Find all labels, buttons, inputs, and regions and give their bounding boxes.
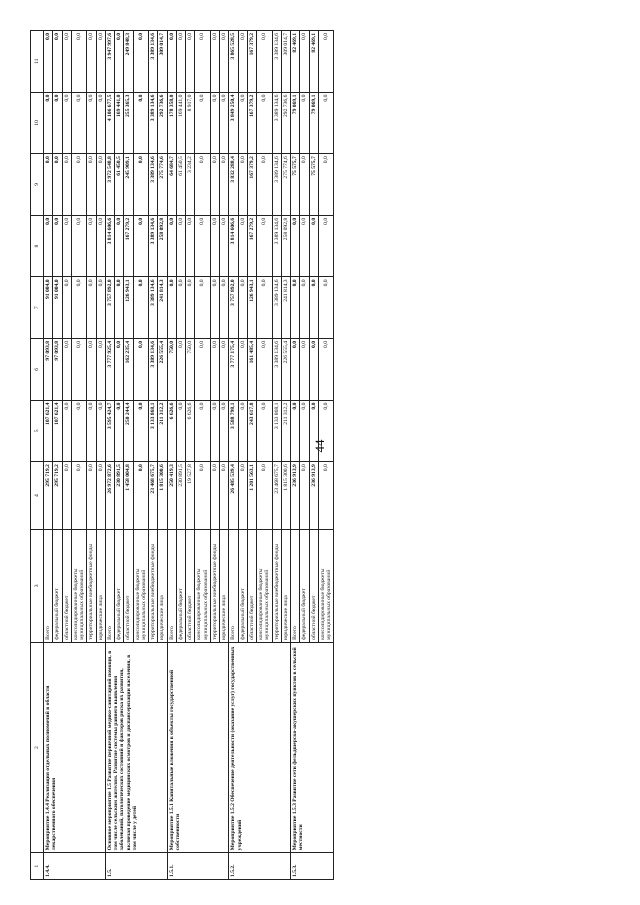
funding-source: территориальные внебюджетные фонды (210, 529, 219, 642)
amount-cell: 309 014,7 (281, 31, 290, 93)
amount-cell: 167 379,2 (247, 92, 256, 154)
amount-cell: 241 814,3 (281, 277, 290, 339)
amount-cell: 292 736,6 (281, 92, 290, 154)
amount-cell: 0,0 (53, 31, 62, 93)
amount-cell: 0,0 (176, 400, 185, 462)
amount-cell: 0,0 (62, 400, 71, 462)
column-header: 4 (31, 462, 44, 530)
amount-cell: 0,0 (44, 215, 53, 277)
row-code: 1.5.3. (291, 853, 334, 880)
column-header: 9 (31, 154, 44, 216)
amount-cell: 295 719,2 (44, 462, 53, 530)
amount-cell: 0,0 (300, 277, 309, 339)
amount-cell: 0,0 (186, 277, 195, 339)
amount-cell: 275 774,6 (158, 154, 167, 216)
table-body (44, 31, 334, 880)
amount-cell: 0,0 (87, 339, 96, 401)
amount-cell: 0,0 (318, 277, 334, 339)
amount-cell: 1 815 300,6 (158, 462, 167, 530)
activity-name: Мероприятие 1.4.4 Реализация отдельных полномочий в области лекарственного обеспечения (44, 642, 106, 852)
amount-cell: 0,0 (176, 215, 185, 277)
amount-cell: 0,0 (71, 400, 87, 462)
amount-cell: 0,0 (87, 215, 96, 277)
amount-cell: 3 389 134,6 (272, 215, 281, 277)
amount-cell: 0,0 (210, 92, 219, 154)
amount-cell: 0,0 (210, 277, 219, 339)
column-header: 3 (31, 529, 44, 642)
amount-cell: 0,0 (300, 462, 309, 530)
amount-cell: 0,0 (53, 215, 62, 277)
amount-cell: 91 004,0 (53, 277, 62, 339)
amount-cell: 0,0 (62, 92, 71, 154)
amount-cell: 0,0 (210, 215, 219, 277)
amount-cell: 0,0 (167, 277, 176, 339)
funding-source: консолидированные бюджеты муниципальных образований (257, 529, 273, 642)
amount-cell: 0,0 (291, 215, 300, 277)
amount-cell: 0,0 (133, 154, 149, 216)
amount-cell: 0,0 (300, 339, 309, 401)
amount-cell: 0,0 (318, 31, 334, 93)
amount-cell: 91 004,0 (44, 277, 53, 339)
amount-cell: 3 389 134,6 (149, 92, 158, 154)
amount-cell: 0,0 (195, 462, 211, 530)
amount-cell: 0,0 (300, 31, 309, 93)
column-header: 1 (31, 853, 44, 880)
amount-cell: 0,0 (115, 215, 124, 277)
amount-cell: 0,0 (210, 154, 219, 216)
amount-cell: 0,0 (176, 31, 185, 93)
row-code: 1.5.2. (229, 853, 291, 880)
amount-cell: 0,0 (257, 31, 273, 93)
amount-cell: 126 943,1 (124, 277, 133, 339)
amount-cell: 1 458 004,8 (124, 462, 133, 530)
amount-cell: 0,0 (220, 31, 229, 93)
amount-cell: 0,0 (220, 339, 229, 401)
amount-cell: 0,0 (96, 215, 105, 277)
funding-source: областной бюджет (186, 529, 195, 642)
amount-cell: 0,0 (133, 462, 149, 530)
amount-cell: 0,0 (220, 400, 229, 462)
amount-cell: 0,0 (167, 215, 176, 277)
amount-cell: 3 865 528,5 (229, 31, 238, 93)
amount-cell: 0,0 (257, 215, 273, 277)
amount-cell: 97 093,8 (53, 339, 62, 401)
amount-cell: 0,0 (300, 400, 309, 462)
amount-cell: 258 092,8 (281, 215, 290, 277)
funding-source: областной бюджет (124, 529, 133, 642)
amount-cell: 250 244,4 (124, 400, 133, 462)
amount-cell: 0,0 (210, 31, 219, 93)
amount-cell: 0,0 (133, 339, 149, 401)
amount-cell: 0,0 (71, 277, 87, 339)
amount-cell: 0,0 (87, 400, 96, 462)
amount-cell: 0,0 (318, 215, 334, 277)
amount-cell: 0,0 (62, 462, 71, 530)
amount-cell: 3 849 250,4 (229, 92, 238, 154)
amount-cell: 0,0 (96, 154, 105, 216)
amount-cell: 3 389 134,6 (272, 31, 281, 93)
funding-source: консолидированные бюджеты муниципальных образований (133, 529, 149, 642)
column-header: 2 (31, 642, 44, 852)
amount-cell: 107 621,4 (44, 400, 53, 462)
amount-cell: 0,0 (210, 400, 219, 462)
funding-source: консолидированные бюджеты муниципальных образований (195, 529, 211, 642)
funding-source: Всего (291, 529, 300, 642)
amount-cell: 79 069,1 (291, 92, 300, 154)
amount-cell: 167 379,2 (247, 154, 256, 216)
amount-cell: 0,0 (220, 277, 229, 339)
amount-cell: 61 450,5 (176, 154, 185, 216)
amount-cell: 241 814,3 (158, 277, 167, 339)
amount-cell: 0,0 (44, 154, 53, 216)
funding-source: федеральный бюджет (238, 529, 247, 642)
amount-cell: 226 555,4 (281, 339, 290, 401)
amount-cell: 258 092,8 (158, 215, 167, 277)
amount-cell: 230 891,5 (176, 462, 185, 530)
amount-cell: 0,0 (257, 92, 273, 154)
amount-cell: 64 684,7 (167, 154, 176, 216)
amount-cell: 0,0 (115, 400, 124, 462)
funding-source: Всего (167, 529, 176, 642)
amount-cell: 309 014,7 (158, 31, 167, 93)
amount-cell: 0,0 (176, 339, 185, 401)
amount-cell: 0,0 (309, 215, 318, 277)
funding-source: территориальные внебюджетные фонды (149, 529, 158, 642)
amount-cell: 0,0 (309, 277, 318, 339)
amount-cell: 79 069,1 (309, 92, 318, 154)
amount-cell: 75 575,7 (309, 154, 318, 216)
amount-cell: 0,0 (44, 92, 53, 154)
amount-cell: 26 485 539,4 (229, 462, 238, 530)
amount-cell: 0,0 (87, 154, 96, 216)
amount-cell: 3 814 606,6 (229, 215, 238, 277)
amount-cell: 236 913,9 (309, 462, 318, 530)
amount-cell: 3 947 997,6 (105, 31, 114, 93)
amount-cell: 0,0 (238, 215, 247, 277)
amount-cell: 0,0 (96, 31, 105, 93)
column-header: 5 (31, 400, 44, 462)
amount-cell: 0,0 (96, 92, 105, 154)
amount-cell: 0,0 (291, 277, 300, 339)
funding-source: Всего (44, 529, 53, 642)
funding-source: юридические лица (281, 529, 290, 642)
amount-cell: 0,0 (238, 154, 247, 216)
amount-cell: 0,0 (115, 277, 124, 339)
amount-cell: 226 555,4 (158, 339, 167, 401)
amount-cell: 3 972 548,8 (105, 154, 114, 216)
amount-cell: 0,0 (62, 339, 71, 401)
column-header: 8 (31, 215, 44, 277)
amount-cell: 6 626,6 (167, 400, 176, 462)
amount-cell: 3 389 134,6 (149, 277, 158, 339)
amount-cell: 3 389 134,6 (149, 339, 158, 401)
amount-cell: 3 757 892,0 (229, 277, 238, 339)
table-row (167, 31, 176, 880)
amount-cell: 0,0 (71, 92, 87, 154)
amount-cell: 0,0 (210, 462, 219, 530)
funding-source: федеральный бюджет (53, 529, 62, 642)
amount-cell: 275 774,6 (281, 154, 290, 216)
amount-cell: 0,0 (238, 277, 247, 339)
amount-cell: 0,0 (309, 339, 318, 401)
amount-cell: 3 757 892,0 (105, 277, 114, 339)
amount-cell: 3 832 288,4 (229, 154, 238, 216)
amount-cell: 0,0 (300, 92, 309, 154)
amount-cell: 0,0 (133, 400, 149, 462)
amount-cell: 0,0 (195, 31, 211, 93)
amount-cell: 107 621,4 (53, 400, 62, 462)
page-number: 44 (312, 439, 327, 453)
amount-cell: 3 133 868,1 (149, 400, 158, 462)
amount-cell: 0,0 (62, 215, 71, 277)
amount-cell: 0,0 (291, 400, 300, 462)
amount-cell: 0,0 (133, 92, 149, 154)
amount-cell: 23 468 675,7 (149, 462, 158, 530)
funding-source: юридические лица (220, 529, 229, 642)
amount-cell: 162 235,4 (124, 339, 133, 401)
amount-cell: 3 777 925,4 (105, 339, 114, 401)
amount-cell: 0,0 (220, 215, 229, 277)
amount-cell: 23 468 675,7 (272, 462, 281, 530)
amount-cell: 3 389 134,6 (272, 277, 281, 339)
amount-cell: 3 389 134,6 (149, 154, 158, 216)
amount-cell: 3 389 134,6 (272, 92, 281, 154)
amount-cell: 0,0 (53, 92, 62, 154)
funding-source: федеральный бюджет (300, 529, 309, 642)
amount-cell: 0,0 (71, 31, 87, 93)
amount-cell: 167 379,2 (247, 31, 256, 93)
amount-cell: 0,0 (195, 277, 211, 339)
amount-cell: 0,0 (257, 339, 273, 401)
amount-cell: 0,0 (115, 31, 124, 93)
amount-cell: 126 943,1 (247, 277, 256, 339)
rotated-table-container (30, 30, 625, 880)
amount-cell: 178 358,0 (167, 92, 176, 154)
funding-source: федеральный бюджет (115, 529, 124, 642)
amount-cell: 0,0 (318, 339, 334, 401)
amount-cell: 211 312,2 (158, 400, 167, 462)
amount-cell: 0,0 (257, 154, 273, 216)
amount-cell: 82 469,1 (291, 31, 300, 93)
amount-cell: 3 389 134,6 (149, 31, 158, 93)
amount-cell: 0,0 (195, 92, 211, 154)
table-row (291, 31, 300, 880)
amount-cell: 0,0 (309, 400, 318, 462)
amount-cell: 75 575,7 (291, 154, 300, 216)
amount-cell: 0,0 (238, 92, 247, 154)
amount-cell: 243 617,8 (247, 400, 256, 462)
amount-cell: 0,0 (195, 154, 211, 216)
amount-cell: 3 234,2 (186, 154, 195, 216)
amount-cell: 0,0 (186, 215, 195, 277)
amount-cell: 0,0 (238, 400, 247, 462)
funding-source: областной бюджет (309, 529, 318, 642)
amount-cell: 249 848,3 (124, 31, 133, 93)
amount-cell: 0,0 (318, 400, 334, 462)
amount-cell: 0,0 (87, 277, 96, 339)
amount-cell: 169 441,0 (176, 92, 185, 154)
amount-cell: 0,0 (220, 154, 229, 216)
amount-cell: 0,0 (257, 277, 273, 339)
amount-cell: 8 917,0 (186, 92, 195, 154)
amount-cell: 236 913,9 (291, 462, 300, 530)
amount-cell: 250 419,3 (167, 462, 176, 530)
amount-cell: 245 909,1 (124, 154, 133, 216)
amount-cell: 0,0 (195, 400, 211, 462)
funding-source: территориальные внебюджетные фонды (272, 529, 281, 642)
amount-cell: 0,0 (96, 400, 105, 462)
amount-cell: 3 595 424,7 (105, 400, 114, 462)
amount-cell: 0,0 (62, 31, 71, 93)
amount-cell: 0,0 (318, 154, 334, 216)
amount-cell: 0,0 (71, 154, 87, 216)
funding-source: Всего (105, 529, 114, 642)
amount-cell: 0,0 (257, 462, 273, 530)
amount-cell: 0,0 (71, 462, 87, 530)
amount-cell: 0,0 (133, 31, 149, 93)
amount-cell: 0,0 (210, 339, 219, 401)
amount-cell: 0,0 (133, 277, 149, 339)
activity-name: Мероприятие 1.5.3 Развитие сети фельдшерско-акушерских пунктов в сельской местности (291, 642, 334, 852)
amount-cell: 0,0 (87, 31, 96, 93)
amount-cell: 0,0 (195, 339, 211, 401)
amount-cell: 0,0 (133, 215, 149, 277)
table-row (229, 31, 238, 880)
amount-cell: 292 736,6 (158, 92, 167, 154)
amount-cell: 97 093,8 (44, 339, 53, 401)
amount-cell: 750,0 (186, 339, 195, 401)
amount-cell: 0,0 (62, 154, 71, 216)
funding-source: консолидированные бюджеты муниципальных образований (318, 529, 334, 642)
table-row (105, 31, 114, 880)
amount-cell: 26 972 872,6 (105, 462, 114, 530)
amount-cell: 0,0 (186, 31, 195, 93)
amount-cell: 3 389 134,6 (149, 215, 158, 277)
funding-source: Всего (229, 529, 238, 642)
amount-cell: 0,0 (220, 462, 229, 530)
amount-cell: 0,0 (238, 31, 247, 93)
amount-cell: 3 389 134,6 (272, 154, 281, 216)
amount-cell: 3 814 606,6 (105, 215, 114, 277)
header-row (31, 31, 44, 880)
amount-cell: 0,0 (257, 400, 273, 462)
amount-cell: 61 450,5 (115, 154, 124, 216)
amount-cell: 0,0 (96, 277, 105, 339)
amount-cell: 0,0 (238, 462, 247, 530)
amount-cell: 0,0 (62, 277, 71, 339)
funding-source: областной бюджет (247, 529, 256, 642)
amount-cell: 0,0 (167, 31, 176, 93)
amount-cell: 0,0 (53, 154, 62, 216)
funding-source: федеральный бюджет (176, 529, 185, 642)
funding-source: юридические лица (96, 529, 105, 642)
amount-cell: 0,0 (195, 215, 211, 277)
amount-cell: 0,0 (87, 92, 96, 154)
amount-cell: 295 719,2 (53, 462, 62, 530)
amount-cell: 3 777 175,4 (229, 339, 238, 401)
amount-cell: 230 891,5 (115, 462, 124, 530)
funding-source: юридические лица (158, 529, 167, 642)
amount-cell: 255 365,3 (124, 92, 133, 154)
funding-table (30, 30, 334, 880)
column-header: 11 (31, 31, 44, 93)
amount-cell: 3 389 134,6 (272, 339, 281, 401)
amount-cell: 3 133 868,1 (272, 400, 281, 462)
row-code: 1.4.4. (44, 853, 106, 880)
column-header: 6 (31, 339, 44, 401)
amount-cell: 0,0 (220, 92, 229, 154)
amount-cell: 0,0 (115, 339, 124, 401)
amount-cell: 0,0 (87, 462, 96, 530)
amount-cell: 0,0 (71, 339, 87, 401)
funding-source: областной бюджет (62, 529, 71, 642)
activity-name: Мероприятие 1.5.2 Обеспечение деятельности (оказание услуг) государственных учреждений (229, 642, 291, 852)
funding-source: территориальные внебюджетные фонды (87, 529, 96, 642)
amount-cell: 0,0 (318, 92, 334, 154)
activity-name: Мероприятие 1.5.1 Капитальные вложения в объекты государственной собственности (167, 642, 229, 852)
row-code: 1.5. (105, 853, 167, 880)
amount-cell: 0,0 (300, 154, 309, 216)
amount-cell: 211 312,2 (281, 400, 290, 462)
amount-cell: 0,0 (44, 31, 53, 93)
amount-cell: 161 485,4 (247, 339, 256, 401)
amount-cell: 169 441,0 (115, 92, 124, 154)
amount-cell: 0,0 (300, 215, 309, 277)
funding-source: консолидированные бюджеты муниципальных образований (71, 529, 87, 642)
amount-cell: 3 588 798,1 (229, 400, 238, 462)
amount-cell: 167 279,2 (124, 215, 133, 277)
activity-name: Основное мероприятие 1.5 Развитие первичной медико-санитарной помощи, в том числе сельским жителям. Развитие системы раннего выявления заболеваний, патологических состояний и факторов риска их развития, включая проведение медицинских осмотров и диспансеризации населения, в том числе у детей (105, 642, 167, 852)
table-row (44, 31, 53, 880)
amount-cell: 750,0 (167, 339, 176, 401)
amount-cell: 6 626,6 (186, 400, 195, 462)
amount-cell: 82 469,1 (309, 31, 318, 93)
column-header: 10 (31, 92, 44, 154)
amount-cell: 1 815 300,6 (281, 462, 290, 530)
row-code: 1.5.1. (167, 853, 229, 880)
amount-cell: 4 106 677,5 (105, 92, 114, 154)
amount-cell: 0,0 (238, 339, 247, 401)
amount-cell: 0,0 (96, 339, 105, 401)
amount-cell: 0,0 (291, 339, 300, 401)
amount-cell: 19 527,8 (186, 462, 195, 530)
amount-cell: 0,0 (176, 277, 185, 339)
amount-cell: 0,0 (96, 462, 105, 530)
amount-cell: 167 279,2 (247, 215, 256, 277)
amount-cell: 0,0 (71, 215, 87, 277)
amount-cell: 0,0 (318, 462, 334, 530)
column-header: 7 (31, 277, 44, 339)
amount-cell: 1 201 563,1 (247, 462, 256, 530)
